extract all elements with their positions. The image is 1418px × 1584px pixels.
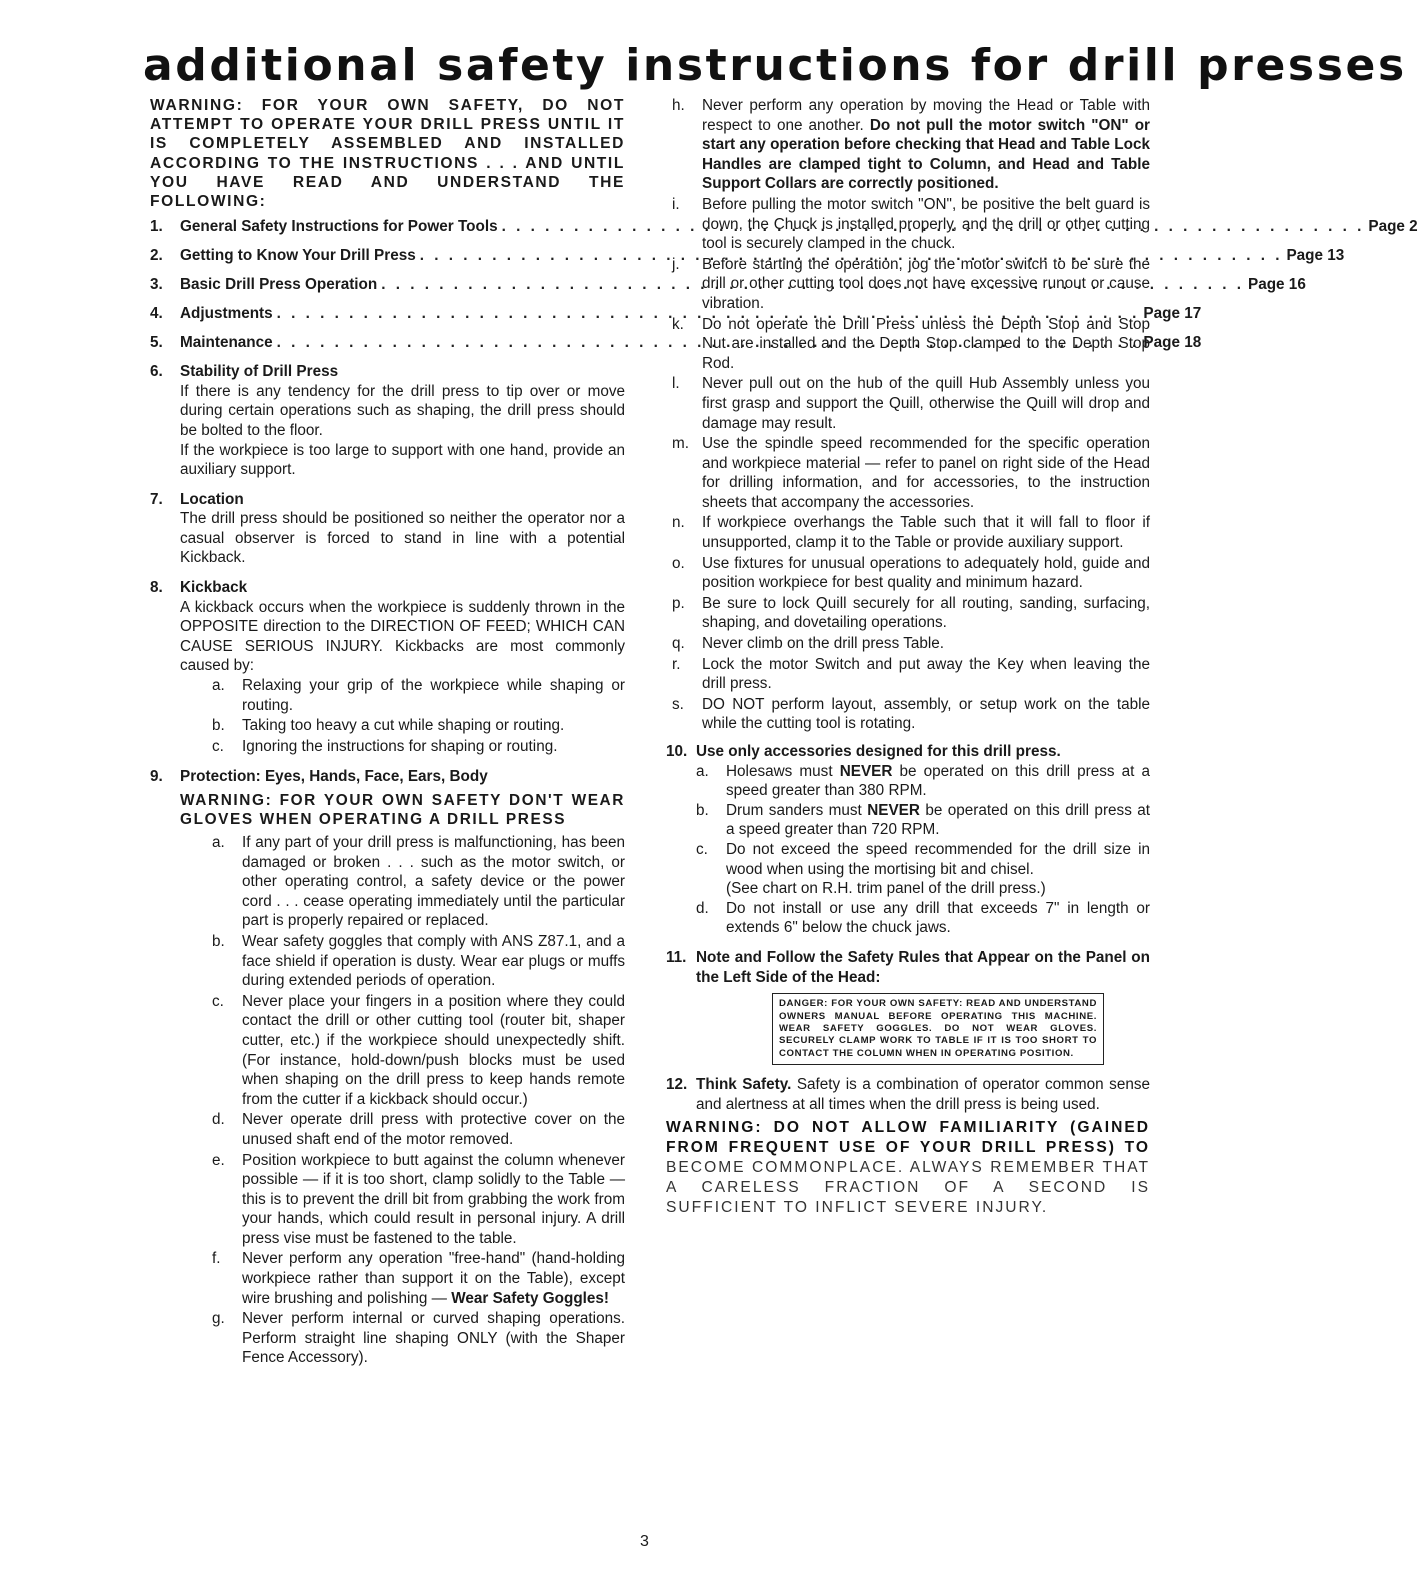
sub-text: Never perform any operation by moving the Head or Table with respect to one another.: [702, 97, 1150, 134]
item-number: 9.: [150, 768, 163, 786]
sub-text: Taking too heavy a cut while shaping or routing.: [242, 717, 565, 735]
right-column: [666, 96, 1151, 1218]
sub-letter: b.: [212, 717, 225, 735]
item-number: 11.: [666, 948, 687, 966]
item-heading: Kickback: [180, 579, 248, 597]
sub-text: If workpiece overhangs the Table such that it will fall to floor if unsupported, clamp it to the Table or provide auxiliary support.: [702, 514, 1150, 552]
sub-item: [180, 737, 625, 757]
item-stability: [150, 362, 625, 480]
sub-text: Never climb on the drill press Table.: [702, 635, 945, 653]
sub-text: Before pulling the motor switch "ON", be positive the belt guard is down, the Chuck is installed properly, and the drill or other cutting tool is securely clamped in the chuck.: [702, 195, 1150, 253]
sub-text: Ignoring the instructions for shaping or routing.: [242, 737, 558, 755]
toc-item: [150, 217, 1418, 237]
sub-letter: m.: [672, 435, 689, 453]
item-heading: Protection: Eyes, Hands, Face, Ears, Body: [180, 768, 488, 786]
sub-bold-text: Do not pull the motor switch "ON" or start any operation before checking that Head and Table Lock Handles are clamped tight to Column, and Head and Table Support Collars are correctly positioned.: [702, 116, 1151, 193]
sub-text: Do not exceed the speed recommended for the drill size in wood when using the mortising bit and chisel.: [726, 840, 1150, 878]
sub-text: Never place your fingers in a position where they could contact the drill or other cutting tool (router bit, shaper cutter, etc.) if the workpiece should unexpectedly shift. (For instance, hold-down/push blocks must be used when shaping on the drill press to keep hands remote from the cutter if a kickback should occur.): [242, 992, 625, 1108]
sub-bold-text: NEVER: [867, 801, 920, 819]
sub-item: [672, 195, 1150, 254]
sub-letter: b.: [212, 932, 225, 950]
sub-item: [672, 96, 1150, 194]
sub-letter: p.: [672, 594, 685, 612]
sub-letter: n.: [672, 514, 685, 532]
toc-num: 1.: [150, 218, 163, 236]
sub-item: [672, 554, 1150, 593]
toc-page: Page 13: [1286, 247, 1345, 265]
item-text: If the workpiece is too large to support with one hand, provide an auxiliary support.: [180, 441, 625, 479]
toc-num: 2.: [150, 247, 163, 265]
sub-item: [180, 992, 625, 1110]
sub-item: [180, 1309, 625, 1368]
sub-text: be operated on this drill press at a speed greater than 380 RPM.: [726, 762, 1151, 800]
toc-page: Page 17: [1143, 305, 1202, 323]
sub-letter: q.: [672, 635, 685, 653]
item-heading: Use only accessories designed for this drill press.: [696, 743, 1061, 760]
item-number: 12.: [666, 1076, 688, 1094]
sub-text: Never pull out on the hub of the quill Hub Assembly unless you first grasp and support the Quill, otherwise the Quill will drop and damage may result.: [702, 375, 1150, 432]
toc-title: Adjustments: [180, 305, 273, 323]
sub-item: [180, 1249, 625, 1308]
item-text: If there is any tendency for the drill press to tip over or move during certain operations such as shaping, the drill press should be bolted to the floor.: [180, 382, 625, 439]
sub-letter: s.: [672, 695, 684, 713]
sub-letter: d.: [696, 899, 709, 917]
sub-text: Never operate drill press with protective cover on the unused shaft end of the motor removed.: [242, 1111, 625, 1148]
item-protection: [150, 767, 625, 1369]
sub-text: Lock the motor Switch and put away the Key when leaving the drill press.: [702, 655, 1150, 693]
toc-page: Page 16: [1248, 276, 1306, 294]
item-number: 10.: [666, 743, 688, 760]
item-kickback: [150, 578, 625, 757]
sub-letter: g.: [212, 1310, 225, 1328]
sub-letter: c.: [696, 840, 708, 858]
sub-letter: f.: [212, 1250, 221, 1268]
toc-item: [150, 333, 1202, 353]
toc-title: Basic Drill Press Operation: [180, 276, 378, 294]
toc-item: [150, 246, 1345, 266]
sub-letter: d.: [212, 1111, 225, 1129]
item-accessories: [666, 742, 1150, 938]
toc-title: Getting to Know Your Drill Press: [180, 247, 416, 265]
item-heading: Location: [180, 490, 244, 508]
sub-bold-text: Wear Safety Goggles!: [451, 1289, 610, 1307]
final-warning-rest: BECOME COMMONPLACE. ALWAYS REMEMBER THAT A CARELESS FRACTION OF A SECOND IS SUFFICIENT TO INFLICT SEVERE INJURY.: [666, 1159, 1150, 1217]
sub-item: [180, 833, 625, 931]
sub-item: [672, 695, 1150, 734]
toc-title: Maintenance: [180, 334, 273, 352]
toc-num: 5.: [150, 334, 163, 352]
sub-text: Do not install or use any drill that exceeds 7" in length or extends 6" below the chuck jaws.: [726, 899, 1150, 937]
item-location: [150, 490, 625, 568]
sub-text: Use the spindle speed recommended for the specific operation and workpiece material — refer to panel on right side of the Head for drilling information, and for accessories, to the instruction sheets that accompany the accessories.: [702, 435, 1150, 511]
sub-item: [180, 1110, 625, 1149]
sub-text: be operated on this drill press at a speed greater than 720 RPM.: [726, 801, 1151, 839]
item-heading: Stability of Drill Press: [180, 363, 339, 381]
sub-item: [672, 594, 1150, 633]
sub-text: Before starting the operation, jog the motor switch to be sure the drill or other cutting tool does not have excessive runout or cause vibration.: [702, 255, 1150, 312]
sub-item: [696, 801, 1150, 840]
gloves-warning: WARNING: FOR YOUR OWN SAFETY DON'T WEAR GLOVES WHEN OPERATING A DRILL PRESS: [180, 792, 625, 829]
sub-letter: r.: [672, 655, 681, 673]
sub-item: [672, 655, 1150, 694]
toc-num: 3.: [150, 276, 163, 294]
sub-text: DO NOT perform layout, assembly, or setup work on the table while the cutting tool is rotating.: [702, 695, 1150, 733]
item-think-safety: [666, 1075, 1150, 1114]
sub-text: Do not operate the Drill Press unless the Depth Stop and Stop Nut are installed and the Depth Stop clamped to the Depth Stop Rod.: [702, 315, 1150, 372]
sub-letter: e.: [212, 1151, 225, 1169]
sub-item: [696, 762, 1150, 801]
sub-letter: i.: [672, 195, 680, 213]
item-heading: Note and Follow the Safety Rules that Appear on the Panel on the Left Side of the Head:: [696, 948, 1150, 986]
sub-text: Never perform any operation "free-hand" (hand-holding workpiece rather than support it on the Table), except wire brushing and polishing —: [242, 1250, 625, 1307]
intro-warning: WARNING: FOR YOUR OWN SAFETY, DO NOT ATTEMPT TO OPERATE YOUR DRILL PRESS UNTIL IT IS COMPLETELY ASSEMBLED AND INSTALLED ACCORDING TO THE INSTRUCTIONS . . . AND UNTIL YOU HAVE READ AND UNDERSTAND THE FOLLOWING:: [150, 97, 625, 211]
item-text: Safety is a combination of operator common sense and alertness at all times when the drill press is being used.: [696, 1076, 1151, 1113]
sub-item: [672, 513, 1150, 552]
sub-letter: h.: [672, 97, 685, 114]
sub-letter: l.: [672, 375, 680, 393]
sub-text: Relaxing your grip of the workpiece while shaping or routing.: [242, 677, 625, 714]
sub-item: [672, 434, 1150, 512]
sub-bold-text: NEVER: [839, 762, 893, 780]
sub-letter: a.: [212, 677, 225, 695]
sub-item: [672, 315, 1150, 374]
sub-text: If any part of your drill press is malfunctioning, has been damaged or broken . . . such as the motor switch, or other operating control, a safety device or the power cord . . . cease operating immediately until the particular part is properly repaired or replaced.: [242, 834, 625, 930]
sub-item: [696, 840, 1150, 899]
toc-num: 4.: [150, 305, 163, 323]
sub-item: [672, 255, 1150, 314]
sub-item: [180, 1151, 625, 1249]
item-text: The drill press should be positioned so neither the operator nor a casual observer is forced to stand in line with a potential Kickback.: [180, 510, 625, 567]
sub-text: Position workpiece to butt against the column whenever possible — if it is too short, clamp solidly to the Table — this is to prevent the drill bit from grabbing the work from your hands, which could result in personal injury. A drill press vise must be fastened to the table.: [242, 1151, 625, 1247]
sub-text: Holesaws must: [726, 762, 833, 780]
sub-text: Never perform internal or curved shaping operations. Perform straight line shaping ONLY (with the Shaper Fence Accessory).: [242, 1310, 625, 1367]
item-number: 8.: [150, 579, 163, 597]
sub-text: Wear safety goggles that comply with ANS Z87.1, and a face shield if operation is dusty. Wear ear plugs or muffs during extended periods of operation.: [242, 932, 625, 990]
sub-item: [180, 932, 625, 991]
sub-letter: o.: [672, 554, 685, 572]
item-panel-rules: [666, 948, 1150, 987]
final-warning-lead: WARNING: DO NOT ALLOW FAMILIARITY (GAINED FROM FREQUENT USE OF YOUR DRILL PRESS) TO: [666, 1119, 1150, 1157]
page-title: additional safety instructions for drill presses: [143, 40, 1407, 91]
item-number: 7.: [150, 490, 163, 508]
item-number: 6.: [150, 363, 163, 381]
sub-letter: a.: [212, 834, 225, 852]
sub-item: [672, 374, 1150, 433]
toc-title: General Safety Instructions for Power Tools: [180, 218, 498, 236]
final-warning: [666, 1118, 1150, 1218]
item-text: A kickback occurs when the workpiece is suddenly thrown in the OPPOSITE direction to the DIRECTION OF FEED; WHICH CAN CAUSE SERIOUS INJURY. Kickbacks are most commonly caused by:: [180, 598, 625, 675]
sub-letter: c.: [212, 737, 224, 755]
toc-item: [150, 304, 1202, 324]
sub-letter: k.: [672, 315, 684, 333]
sub-item: [672, 634, 1150, 654]
toc-page: Page 2: [1368, 218, 1418, 236]
page-number: 3: [640, 1533, 649, 1550]
sub-note: (See chart on R.H. trim panel of the drill press.): [726, 880, 1046, 898]
sub-text: Use fixtures for unusual operations to adequately hold, guide and position workpiece for best quality and minimum hazard.: [702, 554, 1150, 592]
sub-item: [180, 676, 625, 715]
sub-item: [696, 899, 1150, 938]
toc-item: [150, 275, 1306, 295]
sub-text: Drum sanders must: [726, 801, 862, 819]
sub-letter: j.: [672, 255, 680, 273]
sub-letter: b.: [696, 801, 709, 819]
sub-text: Be sure to lock Quill securely for all routing, sanding, surfacing, shaping, and dovetailing operations.: [702, 594, 1150, 632]
sub-letter: a.: [696, 762, 709, 780]
danger-label: DANGER: FOR YOUR OWN SAFETY: READ AND UNDERSTAND OWNERS MANUAL BEFORE OPERATING THIS MACHINE. WEAR SAFETY GOGGLES. DO NOT WEAR GLOVES. SECURELY CLAMP WORK TO TABLE IF IT IS TOO SHORT TO CONTACT THE COLUMN WHEN IN OPERATING POSITION.: [772, 993, 1104, 1065]
item-heading: Think Safety.: [696, 1076, 792, 1094]
sub-item: [180, 716, 625, 736]
toc-page: Page 18: [1143, 334, 1202, 352]
sub-letter: c.: [212, 992, 224, 1010]
